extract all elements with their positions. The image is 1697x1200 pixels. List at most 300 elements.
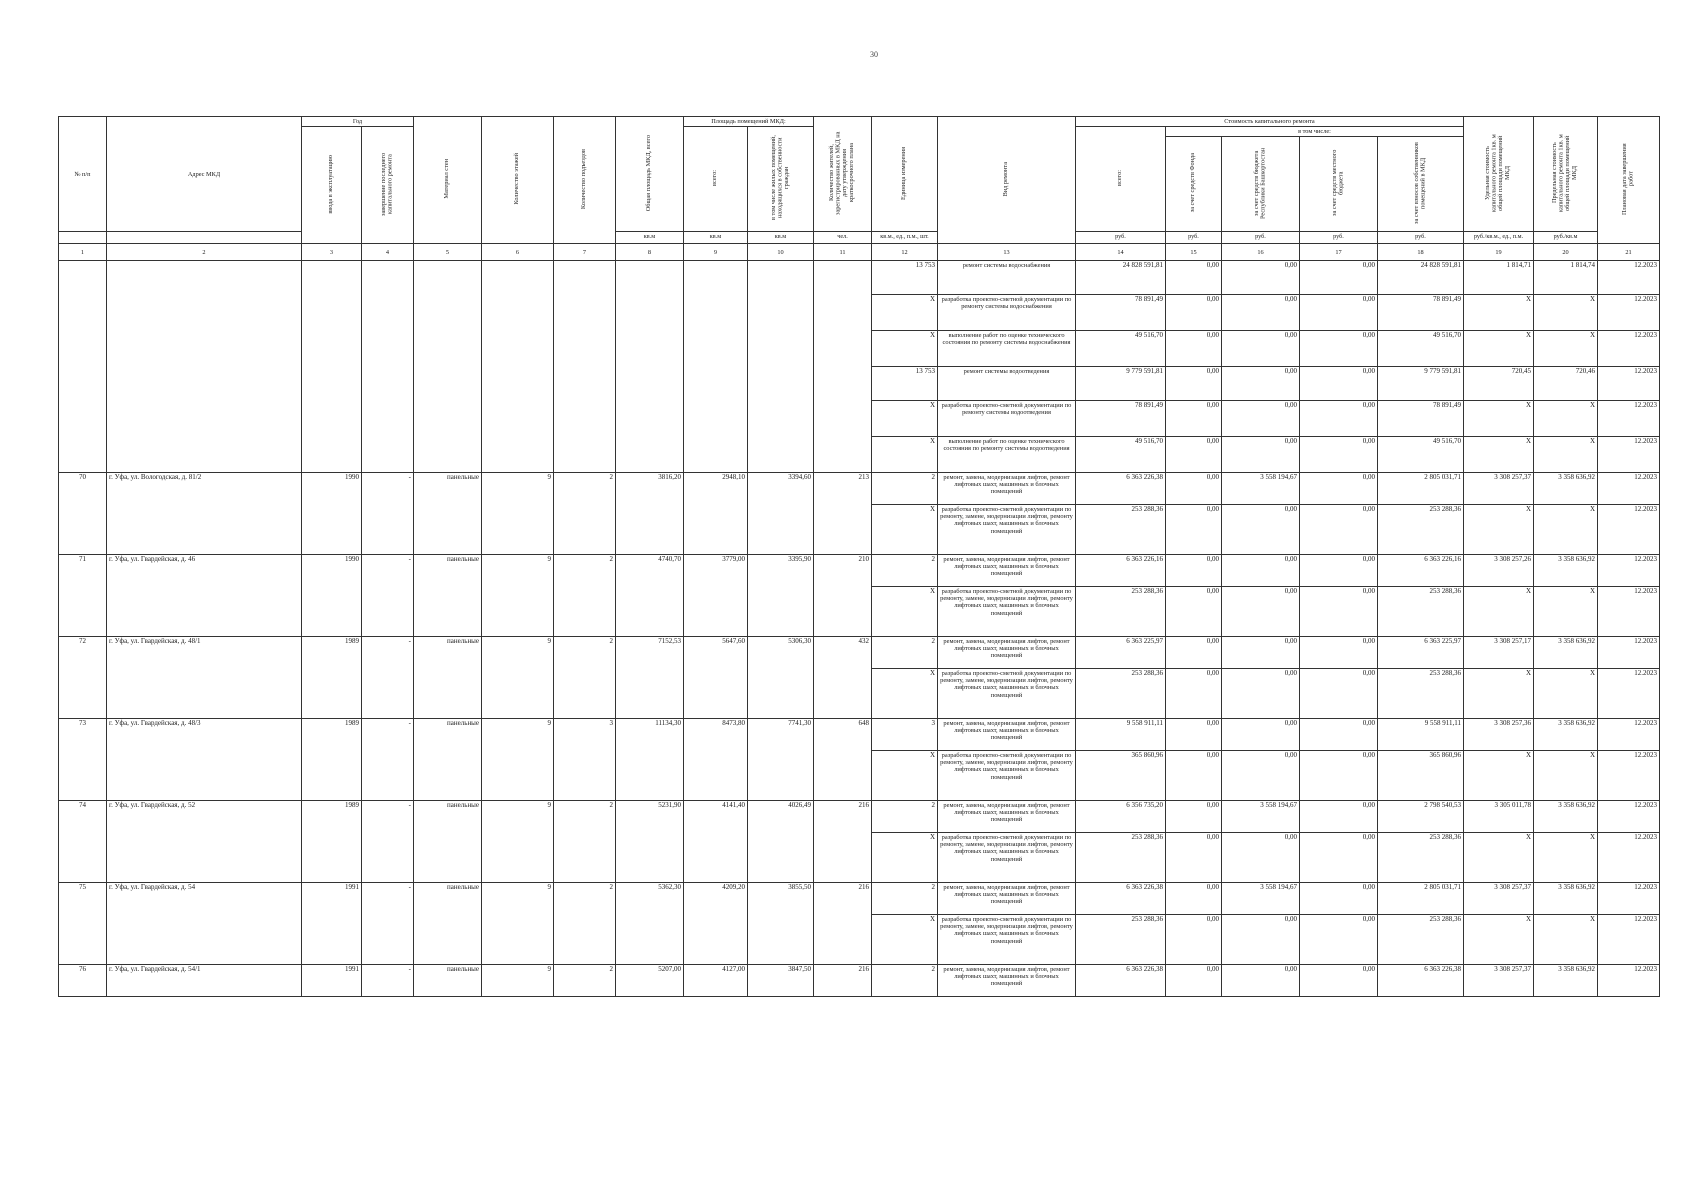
unit-cost: X — [1464, 587, 1534, 637]
cost-local-budget: 0,00 — [1300, 367, 1378, 401]
cost-local-budget: 0,00 — [1300, 915, 1378, 965]
column-number: 18 — [1378, 244, 1464, 261]
limit-cost: X — [1534, 669, 1598, 719]
unit-cost: X — [1464, 331, 1534, 367]
limit-cost: X — [1534, 331, 1598, 367]
planned-date: 12.2023 — [1598, 261, 1660, 295]
unit-quantity: 2 — [872, 473, 938, 505]
cost-total: 6 356 735,20 — [1076, 801, 1166, 833]
planned-date: 12.2023 — [1598, 505, 1660, 555]
year-commissioned: 1989 — [302, 719, 362, 801]
cost-rb-budget: 3 558 194,67 — [1222, 883, 1300, 915]
column-number: 7 — [554, 244, 616, 261]
empty-cell — [554, 261, 616, 473]
unit-cell: руб. — [1076, 232, 1166, 244]
table-row — [59, 637, 1660, 669]
hdr-cost-incl: в том числе: — [1166, 127, 1464, 137]
column-number: 2 — [107, 244, 302, 261]
empty-cell — [684, 261, 748, 473]
row-number: 73 — [59, 719, 107, 801]
area-living: 4026,49 — [748, 801, 814, 883]
column-number: 11 — [814, 244, 872, 261]
unit-cost: 3 308 257,36 — [1464, 719, 1534, 751]
cost-owners: 6 363 226,16 — [1378, 555, 1464, 587]
cost-fund: 0,00 — [1166, 295, 1222, 331]
cost-local-budget: 0,00 — [1300, 965, 1378, 997]
row-number: 75 — [59, 883, 107, 965]
cost-rb-budget: 0,00 — [1222, 637, 1300, 669]
cost-local-budget: 0,00 — [1300, 669, 1378, 719]
unit-cell: руб. — [1222, 232, 1300, 244]
residents-count: 210 — [814, 555, 872, 637]
cost-total: 9 779 591,81 — [1076, 367, 1166, 401]
cost-local-budget: 0,00 — [1300, 331, 1378, 367]
table-row — [59, 883, 1660, 915]
cost-fund: 0,00 — [1166, 261, 1222, 295]
unit-quantity: 2 — [872, 555, 938, 587]
unit-cost: X — [1464, 505, 1534, 555]
hdr-num: № п/п — [59, 117, 107, 232]
area-total: 4740,70 — [616, 555, 684, 637]
cost-rb-budget: 0,00 — [1222, 295, 1300, 331]
area-living: 7741,30 — [748, 719, 814, 801]
wall-material: панельные — [414, 555, 482, 637]
repair-type: выполнение работ по оценке технического состояния по ремонту системы водоотведения — [938, 437, 1076, 473]
unit-cell: руб. — [1378, 232, 1464, 244]
area-living: 3855,50 — [748, 883, 814, 965]
cost-fund: 0,00 — [1166, 331, 1222, 367]
planned-date: 12.2023 — [1598, 473, 1660, 505]
limit-cost: X — [1534, 833, 1598, 883]
cost-local-budget: 0,00 — [1300, 883, 1378, 915]
unit-cell: руб./кв.м., ед., п.м. — [1464, 232, 1534, 244]
unit-cost: X — [1464, 401, 1534, 437]
cost-rb-budget: 0,00 — [1222, 669, 1300, 719]
unit-cost: X — [1464, 437, 1534, 473]
repair-type: разработка проектно-сметной документации по ремонту системы водоотведения — [938, 401, 1076, 437]
hdr-address: Адрес МКД — [107, 117, 302, 232]
cost-rb-budget: 0,00 — [1222, 965, 1300, 997]
area-living: 3395,90 — [748, 555, 814, 637]
cost-total: 253 288,36 — [1076, 587, 1166, 637]
cost-total: 6 363 226,16 — [1076, 555, 1166, 587]
floors-count: 9 — [482, 883, 554, 965]
unit-quantity: X — [872, 401, 938, 437]
column-number: 21 — [1598, 244, 1660, 261]
cost-owners: 78 891,49 — [1378, 295, 1464, 331]
table-row — [59, 261, 1660, 295]
floors-count: 9 — [482, 965, 554, 997]
hdr-area-group: Площадь помещений МКД: — [684, 117, 814, 127]
column-number: 12 — [872, 244, 938, 261]
residents-count: 213 — [814, 473, 872, 555]
unit-quantity: 2 — [872, 883, 938, 915]
empty-cell — [482, 261, 554, 473]
last-repair-year: - — [362, 473, 414, 555]
cost-rb-budget: 0,00 — [1222, 833, 1300, 883]
repair-type: ремонт, замена, модернизация лифтов, ремонт лифтовых шахт, машинных и блочных помещений — [938, 801, 1076, 833]
area-rooms: 4141,40 — [684, 801, 748, 883]
cost-owners: 78 891,49 — [1378, 401, 1464, 437]
table-row — [59, 473, 1660, 505]
limit-cost: X — [1534, 587, 1598, 637]
area-rooms: 4127,00 — [684, 965, 748, 997]
limit-cost: 3 358 636,92 — [1534, 719, 1598, 751]
floors-count: 9 — [482, 637, 554, 719]
unit-quantity: X — [872, 587, 938, 637]
repair-type: ремонт системы водоснабжения — [938, 261, 1076, 295]
area-total: 5231,90 — [616, 801, 684, 883]
limit-cost: 3 358 636,92 — [1534, 965, 1598, 997]
planned-date: 12.2023 — [1598, 637, 1660, 669]
limit-cost: X — [1534, 295, 1598, 331]
unit-quantity: X — [872, 505, 938, 555]
repair-type: ремонт, замена, модернизация лифтов, ремонт лифтовых шахт, машинных и блочных помещений — [938, 719, 1076, 751]
cost-owners: 2 805 031,71 — [1378, 883, 1464, 915]
unit-cell: руб./кв.м — [1534, 232, 1598, 244]
limit-cost: X — [1534, 751, 1598, 801]
hdr-cost-group: Стоимость капитального ремонта — [1076, 117, 1464, 127]
limit-cost: 3 358 636,92 — [1534, 801, 1598, 833]
unit-cost: 3 308 257,37 — [1464, 965, 1534, 997]
cost-total: 253 288,36 — [1076, 505, 1166, 555]
cost-owners: 24 828 591,81 — [1378, 261, 1464, 295]
planned-date: 12.2023 — [1598, 883, 1660, 915]
row-number: 70 — [59, 473, 107, 555]
last-repair-year: - — [362, 719, 414, 801]
repair-type: ремонт, замена, модернизация лифтов, ремонт лифтовых шахт, машинных и блочных помещений — [938, 637, 1076, 669]
unit-cost: 1 814,71 — [1464, 261, 1534, 295]
cost-fund: 0,00 — [1166, 637, 1222, 669]
cost-total: 6 363 225,97 — [1076, 637, 1166, 669]
header-units-row — [59, 232, 1660, 244]
empty-cell — [362, 261, 414, 473]
unit-cell — [107, 232, 302, 244]
last-repair-year: - — [362, 883, 414, 965]
cost-rb-budget: 0,00 — [1222, 915, 1300, 965]
unit-cost: X — [1464, 669, 1534, 719]
wall-material: панельные — [414, 883, 482, 965]
area-rooms: 4209,20 — [684, 883, 748, 965]
wall-material: панельные — [414, 801, 482, 883]
cost-total: 6 363 226,38 — [1076, 965, 1166, 997]
wall-material: панельные — [414, 719, 482, 801]
entrances-count: 2 — [554, 473, 616, 555]
area-total: 5207,00 — [616, 965, 684, 997]
cost-total: 253 288,36 — [1076, 669, 1166, 719]
unit-quantity: 13 753 — [872, 367, 938, 401]
cost-total: 365 860,96 — [1076, 751, 1166, 801]
area-living: 3394,60 — [748, 473, 814, 555]
building-address: г. Уфа, ул. Гвардейская, д. 54 — [107, 883, 302, 965]
unit-cell: кв.м — [616, 232, 684, 244]
cost-owners: 6 363 225,97 — [1378, 637, 1464, 669]
repair-type: выполнение работ по оценке технического состояния по ремонту системы водоснабжения — [938, 331, 1076, 367]
unit-quantity: X — [872, 331, 938, 367]
unit-cost: X — [1464, 295, 1534, 331]
row-number: 76 — [59, 965, 107, 997]
row-number: 72 — [59, 637, 107, 719]
cost-fund: 0,00 — [1166, 367, 1222, 401]
cost-total: 49 516,70 — [1076, 331, 1166, 367]
area-total: 7152,53 — [616, 637, 684, 719]
cost-local-budget: 0,00 — [1300, 555, 1378, 587]
column-number: 6 — [482, 244, 554, 261]
column-number: 10 — [748, 244, 814, 261]
column-number: 17 — [1300, 244, 1378, 261]
wall-material: панельные — [414, 637, 482, 719]
area-rooms: 3779,00 — [684, 555, 748, 637]
hdr-fund: за счет средств Фонда — [1166, 137, 1222, 232]
wall-material: панельные — [414, 965, 482, 997]
cost-total: 253 288,36 — [1076, 833, 1166, 883]
repair-type: разработка проектно-сметной документации по ремонту системы водоснабжения — [938, 295, 1076, 331]
last-repair-year: - — [362, 555, 414, 637]
unit-quantity: 13 753 — [872, 261, 938, 295]
limit-cost: 3 358 636,92 — [1534, 555, 1598, 587]
cost-rb-budget: 0,00 — [1222, 437, 1300, 473]
column-number: 9 — [684, 244, 748, 261]
cost-local-budget: 0,00 — [1300, 833, 1378, 883]
limit-cost: 3 358 636,92 — [1534, 473, 1598, 505]
repair-type: ремонт, замена, модернизация лифтов, ремонт лифтовых шахт, машинных и блочных помещений — [938, 965, 1076, 997]
planned-date: 12.2023 — [1598, 401, 1660, 437]
limit-cost: X — [1534, 401, 1598, 437]
cost-total: 49 516,70 — [1076, 437, 1166, 473]
unit-cost: 3 305 011,78 — [1464, 801, 1534, 833]
cost-owners: 2 798 540,53 — [1378, 801, 1464, 833]
building-address: г. Уфа, ул. Гвардейская, д. 52 — [107, 801, 302, 883]
column-number: 19 — [1464, 244, 1534, 261]
table-row — [59, 719, 1660, 751]
hdr-unit: Единица измерения — [872, 117, 938, 232]
unit-cell: кв.м — [748, 232, 814, 244]
column-number: 20 — [1534, 244, 1598, 261]
column-number: 5 — [414, 244, 482, 261]
cost-owners: 365 860,96 — [1378, 751, 1464, 801]
cost-local-budget: 0,00 — [1300, 719, 1378, 751]
column-number: 1 — [59, 244, 107, 261]
unit-cost: X — [1464, 751, 1534, 801]
unit-quantity: X — [872, 295, 938, 331]
limit-cost: 1 814,74 — [1534, 261, 1598, 295]
hdr-rb-budget: за счет средств бюджета Республики Башкортостан — [1222, 137, 1300, 232]
area-total: 5362,30 — [616, 883, 684, 965]
cost-total: 6 363 226,38 — [1076, 883, 1166, 915]
planned-date: 12.2023 — [1598, 367, 1660, 401]
empty-cell — [302, 261, 362, 473]
cost-rb-budget: 3 558 194,67 — [1222, 473, 1300, 505]
area-total: 3816,20 — [616, 473, 684, 555]
floors-count: 9 — [482, 555, 554, 637]
wall-material: панельные — [414, 473, 482, 555]
hdr-unit-cost: Удельная стоимость капитального ремонта 1кв. м общей площади помещений МКД — [1464, 117, 1534, 232]
cost-fund: 0,00 — [1166, 587, 1222, 637]
empty-cell — [814, 261, 872, 473]
hdr-cost-total: всего: — [1076, 127, 1166, 232]
empty-cell — [107, 261, 302, 473]
table-row — [59, 965, 1660, 997]
cost-owners: 2 805 031,71 — [1378, 473, 1464, 505]
column-number: 13 — [938, 244, 1076, 261]
planned-date: 12.2023 — [1598, 669, 1660, 719]
cost-total: 78 891,49 — [1076, 295, 1166, 331]
residents-count: 216 — [814, 801, 872, 883]
row-number: 71 — [59, 555, 107, 637]
cost-fund: 0,00 — [1166, 833, 1222, 883]
cost-local-budget: 0,00 — [1300, 751, 1378, 801]
building-address: г. Уфа, ул. Гвардейская, д. 54/1 — [107, 965, 302, 997]
hdr-last-repair: завершение последнего капитального ремонта — [362, 127, 414, 244]
year-commissioned: 1990 — [302, 473, 362, 555]
limit-cost: 3 358 636,92 — [1534, 637, 1598, 669]
planned-date: 12.2023 — [1598, 801, 1660, 833]
unit-quantity: 2 — [872, 965, 938, 997]
planned-date: 12.2023 — [1598, 587, 1660, 637]
last-repair-year: - — [362, 637, 414, 719]
unit-cell: руб. — [1166, 232, 1222, 244]
cost-rb-budget: 0,00 — [1222, 367, 1300, 401]
cost-fund: 0,00 — [1166, 915, 1222, 965]
column-number: 3 — [302, 244, 362, 261]
cost-local-budget: 0,00 — [1300, 295, 1378, 331]
planned-date: 12.2023 — [1598, 965, 1660, 997]
cost-owners: 49 516,70 — [1378, 331, 1464, 367]
cost-local-budget: 0,00 — [1300, 637, 1378, 669]
entrances-count: 2 — [554, 883, 616, 965]
repair-type: ремонт, замена, модернизация лифтов, ремонт лифтовых шахт, машинных и блочных помещений — [938, 473, 1076, 505]
cost-fund: 0,00 — [1166, 473, 1222, 505]
repair-type: разработка проектно-сметной документации по ремонту, замене, модернизации лифтов, ремонту лифтовых шахт, машинных и блочных помещений — [938, 669, 1076, 719]
entrances-count: 2 — [554, 965, 616, 997]
cost-rb-budget: 3 558 194,67 — [1222, 801, 1300, 833]
floors-count: 9 — [482, 473, 554, 555]
unit-cost: X — [1464, 833, 1534, 883]
planned-date: 12.2023 — [1598, 331, 1660, 367]
hdr-floors: Количество этажей — [482, 117, 554, 244]
hdr-area-living: в том числе жилых помещений, находящихся в собственности граждан — [748, 127, 814, 232]
year-commissioned: 1991 — [302, 883, 362, 965]
cost-fund: 0,00 — [1166, 751, 1222, 801]
hdr-year-commissioned: ввода в эксплуатацию — [302, 127, 362, 244]
cost-rb-budget: 0,00 — [1222, 331, 1300, 367]
cost-owners: 6 363 226,38 — [1378, 965, 1464, 997]
planned-date: 12.2023 — [1598, 751, 1660, 801]
cost-owners: 253 288,36 — [1378, 669, 1464, 719]
unit-quantity: X — [872, 669, 938, 719]
cost-local-budget: 0,00 — [1300, 401, 1378, 437]
repair-type: ремонт системы водоотведения — [938, 367, 1076, 401]
cost-rb-budget: 0,00 — [1222, 261, 1300, 295]
unit-quantity: X — [872, 437, 938, 473]
hdr-planned-date: Плановая дата завершения работ — [1598, 117, 1660, 244]
unit-cell: чел. — [814, 232, 872, 244]
entrances-count: 2 — [554, 555, 616, 637]
unit-quantity: X — [872, 751, 938, 801]
area-living: 3847,50 — [748, 965, 814, 997]
planned-date: 12.2023 — [1598, 915, 1660, 965]
limit-cost: X — [1534, 505, 1598, 555]
building-address: г. Уфа, ул. Гвардейская, д. 48/1 — [107, 637, 302, 719]
hdr-area-all: всего: — [684, 127, 748, 232]
table-row — [59, 801, 1660, 833]
residents-count: 216 — [814, 965, 872, 997]
last-repair-year: - — [362, 801, 414, 883]
header-row-1 — [59, 117, 1660, 127]
floors-count: 9 — [482, 719, 554, 801]
cost-local-budget: 0,00 — [1300, 473, 1378, 505]
empty-cell — [616, 261, 684, 473]
residents-count: 432 — [814, 637, 872, 719]
building-address: г. Уфа, ул. Вологодская, д. 81/2 — [107, 473, 302, 555]
cost-rb-budget: 0,00 — [1222, 401, 1300, 437]
planned-date: 12.2023 — [1598, 833, 1660, 883]
cost-fund: 0,00 — [1166, 669, 1222, 719]
cost-rb-budget: 0,00 — [1222, 555, 1300, 587]
table-row — [59, 555, 1660, 587]
cost-fund: 0,00 — [1166, 883, 1222, 915]
hdr-year-group: Год — [302, 117, 414, 127]
capital-repair-table — [58, 116, 1660, 997]
cost-rb-budget: 0,00 — [1222, 719, 1300, 751]
column-number: 8 — [616, 244, 684, 261]
unit-cost: 3 308 257,26 — [1464, 555, 1534, 587]
unit-quantity: 3 — [872, 719, 938, 751]
cost-rb-budget: 0,00 — [1222, 587, 1300, 637]
empty-cell — [748, 261, 814, 473]
repair-type: ремонт, замена, модернизация лифтов, ремонт лифтовых шахт, машинных и блочных помещений — [938, 883, 1076, 915]
unit-cost: 3 308 257,17 — [1464, 637, 1534, 669]
hdr-entrances: Количество подъездов — [554, 117, 616, 244]
area-rooms: 8473,80 — [684, 719, 748, 801]
page-number: 30 — [870, 50, 878, 59]
unit-cell: кв.м., ед., п.м., шт. — [872, 232, 938, 244]
area-total: 11134,30 — [616, 719, 684, 801]
entrances-count: 3 — [554, 719, 616, 801]
unit-cell: руб. — [1300, 232, 1378, 244]
cost-fund: 0,00 — [1166, 505, 1222, 555]
cost-rb-budget: 0,00 — [1222, 505, 1300, 555]
building-address: г. Уфа, ул. Гвардейская, д. 48/3 — [107, 719, 302, 801]
year-commissioned: 1991 — [302, 965, 362, 997]
cost-local-budget: 0,00 — [1300, 801, 1378, 833]
hdr-residents: Количество жителей, зарегистрированных в МКД на дату утверждения краткосрочного плана — [814, 117, 872, 232]
repair-type: разработка проектно-сметной документации по ремонту, замене, модернизации лифтов, ремонту лифтовых шахт, машинных и блочных помещений — [938, 915, 1076, 965]
repair-type: разработка проектно-сметной документации по ремонту, замене, модернизации лифтов, ремонту лифтовых шахт, машинных и блочных помещений — [938, 833, 1076, 883]
limit-cost: X — [1534, 437, 1598, 473]
cost-owners: 9 779 591,81 — [1378, 367, 1464, 401]
last-repair-year: - — [362, 965, 414, 997]
cost-owners: 253 288,36 — [1378, 833, 1464, 883]
column-numbers-row — [59, 244, 1660, 261]
cost-total: 24 828 591,81 — [1076, 261, 1166, 295]
cost-fund: 0,00 — [1166, 401, 1222, 437]
hdr-local-budget: за счет средств местного бюджета — [1300, 137, 1378, 232]
cost-owners: 253 288,36 — [1378, 587, 1464, 637]
limit-cost: 720,46 — [1534, 367, 1598, 401]
cost-fund: 0,00 — [1166, 965, 1222, 997]
unit-cell — [59, 232, 107, 244]
area-rooms: 5647,60 — [684, 637, 748, 719]
year-commissioned: 1989 — [302, 801, 362, 883]
repair-type: ремонт, замена, модернизация лифтов, ремонт лифтовых шахт, машинных и блочных помещений — [938, 555, 1076, 587]
unit-quantity: 2 — [872, 637, 938, 669]
hdr-wall-material: Материал стен — [414, 117, 482, 244]
cost-fund: 0,00 — [1166, 719, 1222, 751]
cost-owners: 9 558 911,11 — [1378, 719, 1464, 751]
hdr-repair-type: Вид ремонта — [938, 117, 1076, 244]
planned-date: 12.2023 — [1598, 437, 1660, 473]
